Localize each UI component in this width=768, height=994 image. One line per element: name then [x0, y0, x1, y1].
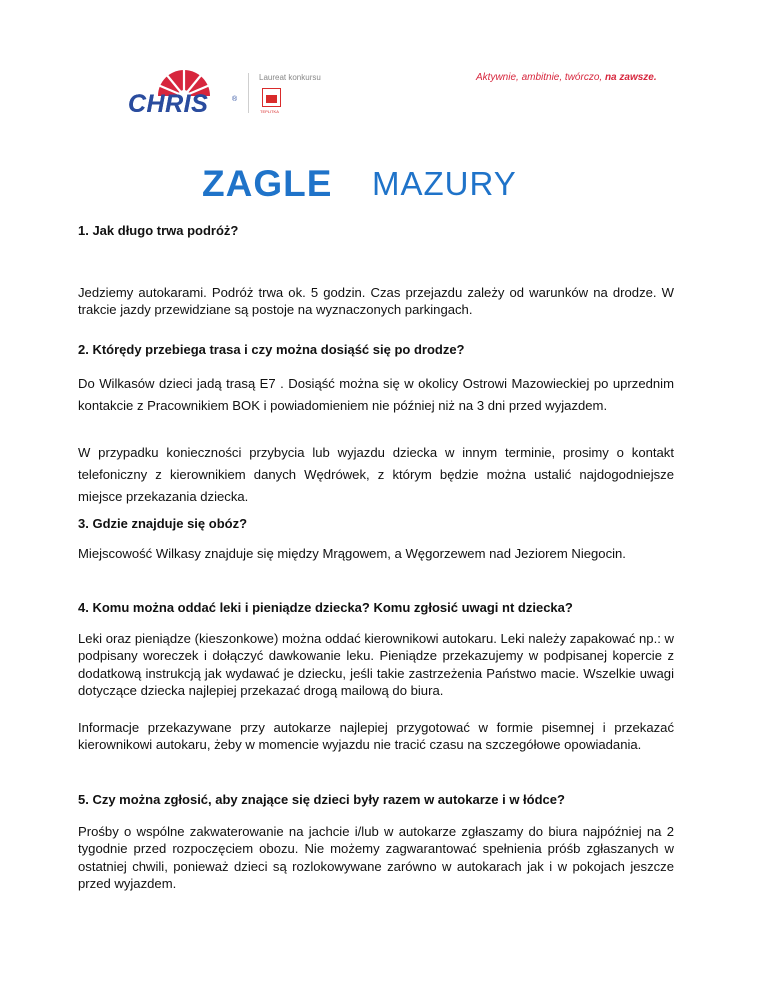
registered-mark: ®	[232, 96, 238, 103]
award-label: Laureat konkursu	[259, 73, 321, 82]
title-part1: ZAGLE	[202, 163, 333, 203]
page-header	[0, 0, 768, 130]
faq-answer-1: Jedziemy autokarami. Podróż trwa ok. 5 godzin. Czas przejazdu zależy od warunków na drodze. W trakcie jazdy przewidziane są postoje na wyznaczonych parkingach.	[78, 285, 674, 318]
brand-name: CHRIS	[128, 90, 209, 118]
faq-question-3: 3. Gdzie znajduje się obóz?	[78, 516, 248, 531]
slogan	[476, 72, 657, 83]
faq-answer-2b: W przypadku konieczności przybycia lub wyjazdu dziecka w innym terminie, prosimy o kontakt telefoniczny z kierownikiem danych Wędrówek, z którym będzie można ustalić najdogodniejsze miejsce przekazania dziecka.	[78, 445, 674, 504]
slogan-bold: na zawsze.	[604, 72, 657, 83]
header-divider	[248, 73, 249, 113]
faq-answer-2a: Do Wilkasów dzieci jadą trasą E7 . Dosiąść można się w okolicy Ostrowi Mazowieckiej po uprzednim kontakcie z Pracownikiem BOK i powiadomieniem nie później niż na 3 dni przed wyjazdem.	[78, 376, 674, 413]
award-badge-icon	[262, 88, 281, 107]
faq-answer-3: Miejscowość Wilkasy znajduje się między Mrągowem, a Węgorzewem nad Jeziorem Niegocin.	[78, 546, 626, 561]
title-logo	[202, 163, 582, 203]
award-sub: TEPLITKA	[260, 109, 279, 114]
faq-question-2: 2. Którędy przebiega trasa i czy można dosiąść się po drodze?	[78, 342, 465, 357]
faq-question-1: 1. Jak długo trwa podróż?	[78, 223, 239, 238]
faq-answer-4a: Leki oraz pieniądze (kieszonkowe) można oddać kierownikowi autokaru. Leki należy zapakować np.: w podpisany woreczek i dołączyć dawkowanie leku. Pieniądze przekazujemy w podpisanej kopercie z dodatkową instrukcją jak wydawać je dziecku, jeśli takie zastrzeżenia Państwo macie. Wszelkie uwagi dotyczące dziecka najlepiej przekazać drogą mailową do biura.	[78, 631, 674, 699]
page-title	[202, 163, 582, 203]
faq-question-4: 4. Komu można oddać leki i pieniądze dziecka? Komu zgłosić uwagi nt dziecka?	[78, 600, 573, 615]
chris-logo	[128, 68, 240, 118]
faq-answer-5: Prośby o wspólne zakwaterowanie na jachcie i/lub w autokarze zgłaszamy do biura najpóźniej na 2 tygodnie przed rozpoczęciem obozu. Nie możemy zagwarantować spełnienia próśb zgłaszanych w ostatniej chwili, ponieważ dzieci są rozlokowywane zarówno w autokarach jak i w pokojach jeszcze przed wyjazdem.	[78, 824, 674, 892]
slogan-regular: Aktywnie, ambitnie, twórczo,	[476, 72, 605, 83]
faq-answer-4b: Informacje przekazywane przy autokarze najlepiej przygotować w formie pisemnej i przekazać kierownikowi autokaru, żeby w momencie wyjazdu nie tracić czasu na szczegółowe opowiadania.	[78, 720, 674, 753]
faq-question-5: 5. Czy można zgłosić, aby znające się dzieci były razem w autokarze i w łódce?	[78, 792, 565, 807]
title-part2: MAZURY	[372, 165, 517, 202]
